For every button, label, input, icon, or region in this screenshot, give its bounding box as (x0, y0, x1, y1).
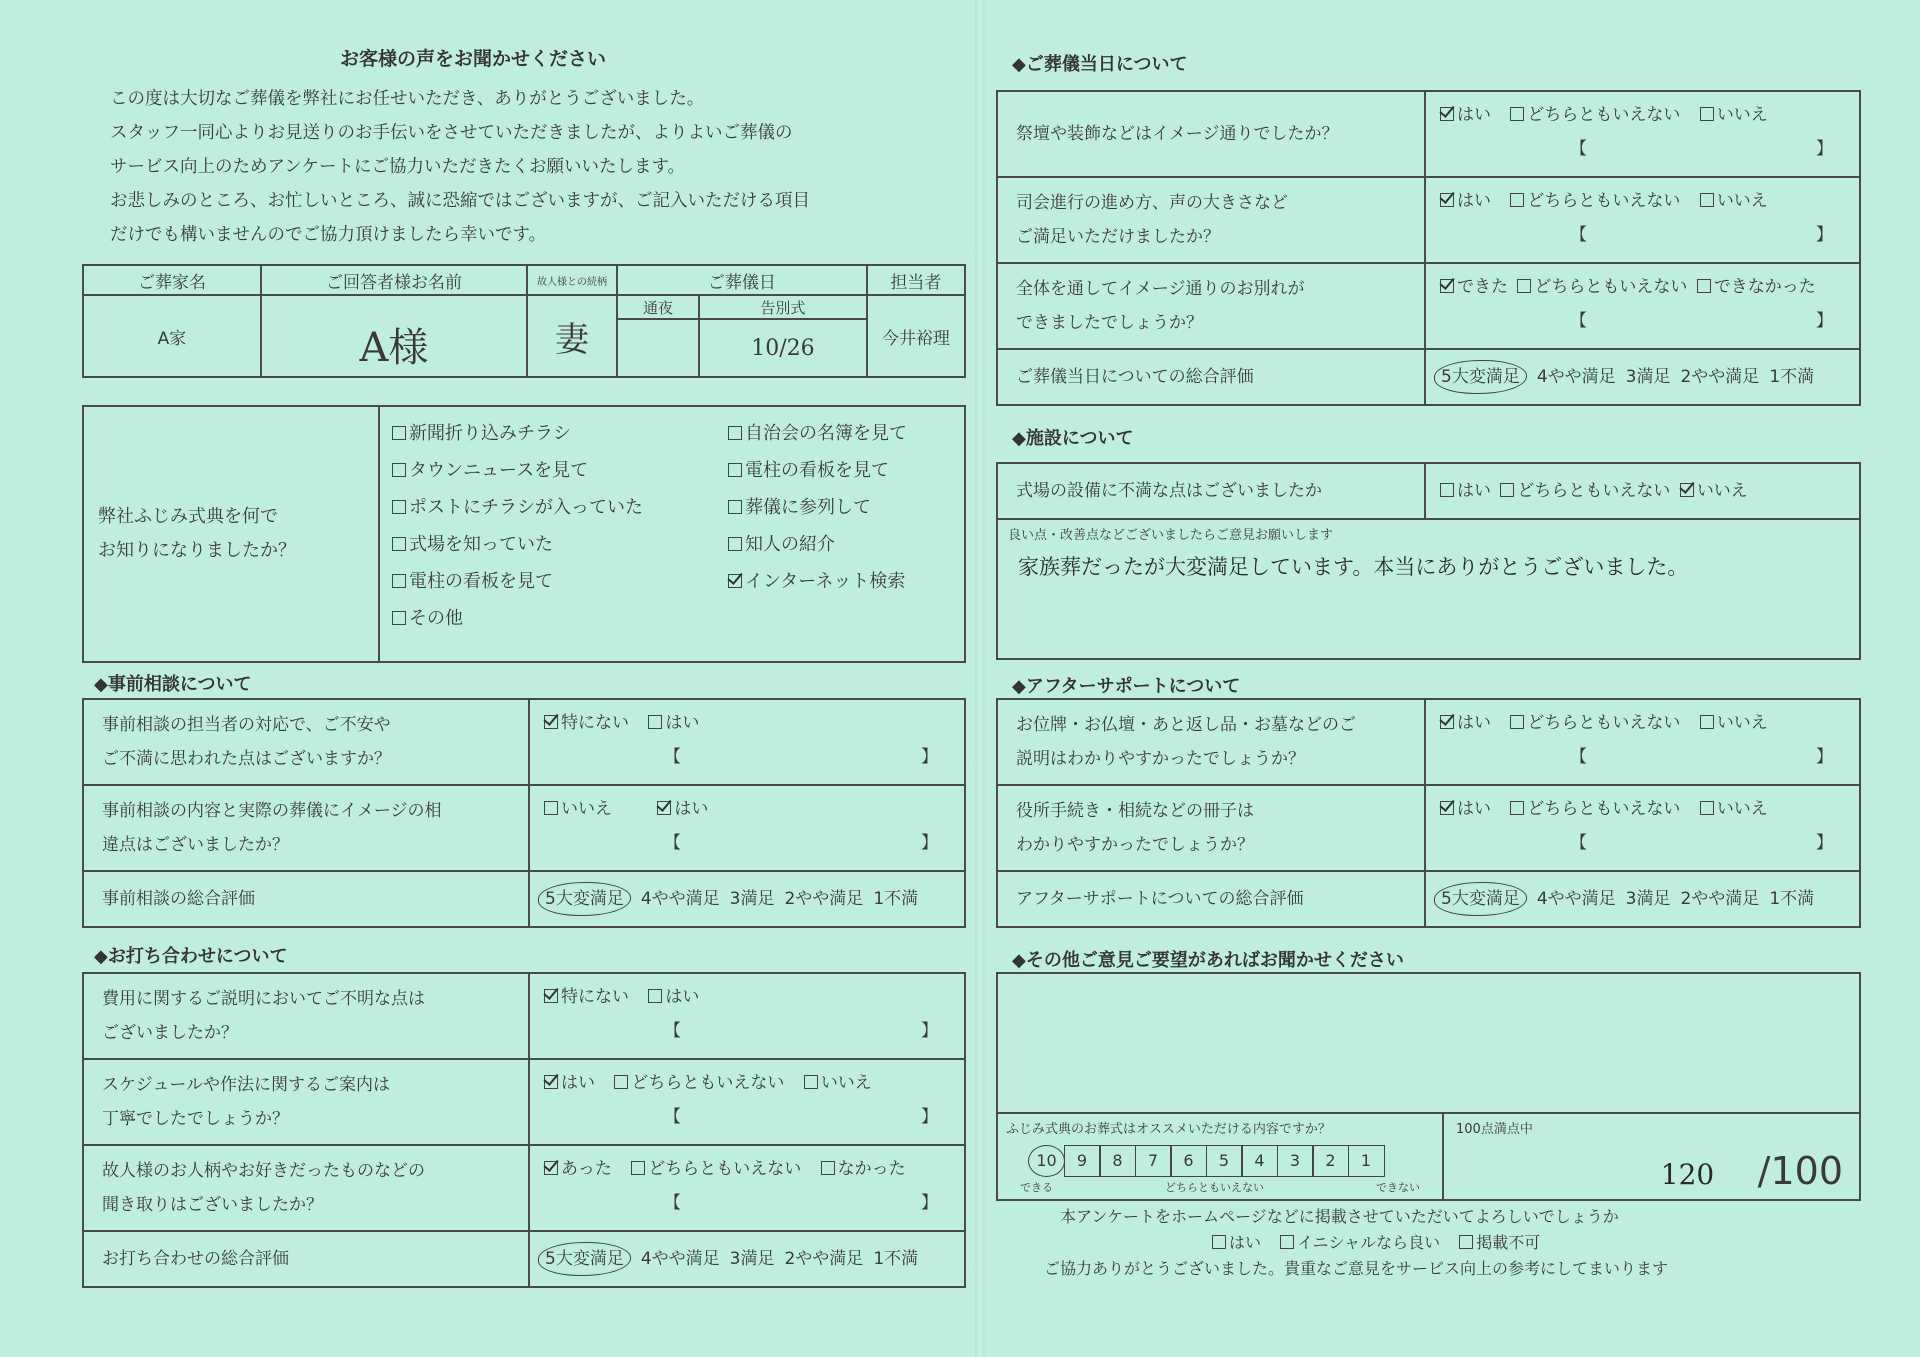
day-rating (1425, 349, 1860, 405)
day-heading: ◆ご葬儀当日について (1012, 54, 1188, 75)
header-relation: 故人様との続柄 (527, 265, 617, 295)
thanks-text: ご協力ありがとうございました。貴重なご意見をサービス向上の参考にしてまいります (1044, 1259, 1669, 1278)
checkbox[interactable] (544, 801, 558, 815)
header-wake: 通夜 (617, 295, 699, 319)
option[interactable]: どちらともいえない (1500, 474, 1670, 508)
after-rating (1425, 871, 1860, 927)
checkbox-checked[interactable] (728, 574, 742, 588)
rating-option[interactable]: 3満足 (729, 1249, 775, 1269)
meeting-heading: ◆お打ち合わせについて (94, 946, 288, 967)
score-label: 100点満点中 (1456, 1122, 1533, 1137)
rating-option-selected[interactable]: 5大変満足 (538, 1242, 631, 1276)
checkbox[interactable] (392, 611, 406, 625)
checkbox[interactable] (1510, 107, 1524, 121)
checkbox[interactable] (1212, 1235, 1226, 1249)
day-table (996, 90, 1861, 406)
scale-option[interactable]: 6 (1170, 1145, 1207, 1177)
pre-q1: 事前相談の担当者の対応で、ご不安や ご不満に思われた点はございますか？ (83, 699, 529, 785)
pre-q2: 事前相談の内容と実際の葬儀にイメージの相 違点はございましたか？ (83, 785, 529, 871)
rating-option[interactable]: 2やや満足 (784, 1249, 864, 1269)
comment-bracket[interactable]: 【 】 (664, 747, 938, 767)
meeting-a2 (529, 1059, 965, 1145)
day-a3 (1425, 263, 1860, 349)
respondent-name[interactable]: A様 (261, 295, 527, 377)
relation-value[interactable]: 妻 (527, 295, 617, 377)
source-option[interactable]: タウンニュースを見て (392, 452, 728, 489)
checkbox[interactable] (392, 537, 406, 551)
rating-option[interactable]: 1不満 (1769, 367, 1815, 387)
header-staff: 担当者 (867, 265, 965, 295)
checkbox[interactable] (821, 1161, 835, 1175)
checkbox-checked[interactable] (1440, 801, 1454, 815)
checkbox[interactable] (1517, 279, 1531, 293)
scale-option[interactable]: 8 (1099, 1145, 1136, 1177)
checkbox-checked[interactable] (1440, 193, 1454, 207)
source-option[interactable]: 電柱の看板を見て (392, 563, 728, 600)
comment-bracket[interactable]: 【 】 (664, 1107, 938, 1127)
option[interactable]: はい (544, 1066, 595, 1100)
rating-option[interactable]: 1不満 (873, 1249, 919, 1269)
after-a2 (1425, 785, 1860, 871)
rating-option[interactable]: 2やや満足 (784, 889, 864, 909)
meeting-q1: 費用に関するご説明においてご不明な点は ございましたか？ (83, 973, 529, 1059)
scale-option[interactable]: 3 (1277, 1145, 1314, 1177)
option[interactable]: いいえ (1700, 706, 1768, 740)
meeting-rating (529, 1231, 965, 1287)
scale-option[interactable]: 7 (1135, 1145, 1172, 1177)
comment-bracket[interactable]: 【 】 (1570, 311, 1833, 331)
other-comment-box[interactable] (997, 973, 1860, 1113)
other-heading: ◆その他ご意見ご要望があればお聞かせください (1012, 950, 1404, 971)
option[interactable]: はい (1440, 184, 1491, 218)
comment-bracket[interactable]: 【 】 (664, 1021, 938, 1041)
rating-option-selected[interactable]: 5大変満足 (538, 882, 631, 916)
rating-option-selected[interactable]: 5大変満足 (1434, 360, 1527, 394)
option[interactable]: はい (1440, 792, 1491, 826)
option[interactable]: どちらともいえない (1517, 270, 1687, 304)
after-a1 (1425, 699, 1860, 785)
rating-option[interactable]: 2やや満足 (1680, 889, 1760, 909)
meeting-a1 (529, 973, 965, 1059)
right-page (980, 0, 1920, 1357)
meeting-table (82, 972, 966, 1288)
day-q2: 司会進行の進め方、声の大きさなど ご満足いただけましたか？ (997, 177, 1425, 263)
checkbox[interactable] (1700, 801, 1714, 815)
option[interactable]: はい (648, 980, 699, 1014)
comment-bracket[interactable]: 【 】 (1570, 225, 1833, 245)
option[interactable]: いいえ (1680, 474, 1748, 508)
intro-text: この度は大切なご葬儀を弊社にお任せいただき、ありがとうございました。 スタッフ一同心よりお見送りのお手伝いをさせていただきましたが、よりよいご葬儀の サービス向上のためアンケートにご協力いただきたくお願いいたします。 お悲しみのところ、お忙しいところ、誠に恐縮ではございますが、ご記入いただける項目 だけでも構いませんのでご協力頂けましたら幸いです。 (110, 89, 810, 245)
checkbox[interactable] (728, 537, 742, 551)
checkbox-checked[interactable] (1440, 279, 1454, 293)
checkbox[interactable] (614, 1075, 628, 1089)
checkbox[interactable] (1510, 193, 1524, 207)
option[interactable]: できた (1440, 270, 1508, 304)
pre-a1 (529, 699, 965, 785)
checkbox-checked[interactable] (1440, 107, 1454, 121)
checkbox[interactable] (728, 463, 742, 477)
scale-option[interactable]: 4 (1241, 1145, 1278, 1177)
recommend-cell (997, 1113, 1443, 1200)
option[interactable]: あった (544, 1152, 612, 1186)
header-ceremony: 告別式 (699, 295, 867, 319)
option[interactable]: はい (648, 706, 699, 740)
meeting-q2: スケジュールや作法に関するご案内は 丁寧でしたでしょうか？ (83, 1059, 529, 1145)
comment-bracket[interactable]: 【 】 (1570, 833, 1833, 853)
pre-heading: ◆事前相談について (94, 674, 252, 695)
facility-comment-box[interactable] (997, 519, 1860, 659)
source-option[interactable]: その他 (392, 600, 728, 637)
option[interactable]: いいえ (1700, 792, 1768, 826)
scale-option[interactable]: 2 (1312, 1145, 1349, 1177)
checkbox-checked[interactable] (544, 1075, 558, 1089)
staff-name[interactable]: 今井裕理 (867, 295, 965, 377)
checkbox[interactable] (392, 574, 406, 588)
rating-option[interactable]: 2やや満足 (1680, 367, 1760, 387)
option[interactable]: 掲載不可 (1459, 1230, 1540, 1253)
after-table (996, 698, 1861, 928)
source-option[interactable]: 自治会の名簿を見て (728, 415, 907, 452)
source-option[interactable]: 知人の紹介 (728, 526, 907, 563)
option[interactable]: いいえ (544, 792, 612, 826)
scale-option[interactable]: 9 (1064, 1145, 1101, 1177)
facility-q1: 式場の設備に不満な点はございましたか (997, 463, 1425, 519)
checkbox[interactable] (1459, 1235, 1473, 1249)
day-a2 (1425, 177, 1860, 263)
scale-option[interactable]: 5 (1206, 1145, 1243, 1177)
other-table (996, 972, 1861, 1201)
pre-table (82, 698, 966, 928)
family-name[interactable]: A家 (83, 295, 261, 377)
option[interactable]: はい (1440, 98, 1491, 132)
publish-options (1212, 1230, 1554, 1253)
checkbox-checked[interactable] (544, 1161, 558, 1175)
checkbox[interactable] (1700, 193, 1714, 207)
option[interactable]: いいえ (1700, 98, 1768, 132)
checkbox-checked[interactable] (1440, 715, 1454, 729)
day-total-label: ご葬儀当日についての総合評価 (997, 349, 1425, 405)
checkbox-checked[interactable] (544, 715, 558, 729)
option[interactable]: どちらともいえない (631, 1152, 801, 1186)
ceremony-date[interactable]: 10/26 (699, 319, 867, 377)
checkbox[interactable] (631, 1161, 645, 1175)
facility-comment-text: 家族葬だったが大変満足しています。本当にありがとうございました。 (1018, 555, 1689, 579)
source-table (82, 405, 966, 663)
option[interactable]: どちらともいえない (614, 1066, 784, 1100)
wake-date[interactable] (617, 319, 699, 377)
meeting-a3 (529, 1145, 965, 1231)
source-option[interactable]: インターネット検索 (728, 563, 907, 600)
checkbox-checked[interactable] (544, 989, 558, 1003)
rating-option[interactable]: 1不満 (873, 889, 919, 909)
checkbox[interactable] (648, 715, 662, 729)
option[interactable]: できなかった (1697, 270, 1816, 304)
option[interactable]: はい (1440, 706, 1491, 740)
source-option[interactable]: 新聞折り込みチラシ (392, 415, 728, 452)
recommend-question: ふじみ式典のお葬式はオススメいただける内容ですか？ (1006, 1122, 1331, 1137)
checkbox[interactable] (1440, 483, 1454, 497)
score-cell (1443, 1113, 1860, 1200)
checkbox-checked[interactable] (1680, 483, 1694, 497)
option[interactable]: いいえ (804, 1066, 872, 1100)
option[interactable]: どちらともいえない (1510, 792, 1680, 826)
rating-option[interactable]: 3満足 (729, 889, 775, 909)
option[interactable]: はい (1440, 474, 1491, 508)
option[interactable]: はい (657, 792, 708, 826)
after-total-label: アフターサポートについての総合評価 (997, 871, 1425, 927)
pre-a2 (529, 785, 965, 871)
checkbox[interactable] (1500, 483, 1514, 497)
facility-comment-label: 良い点・改善点などございましたらご意見お願いします (1008, 528, 1334, 543)
info-table (82, 264, 966, 378)
survey-title: お客様の声をお聞かせください (340, 48, 607, 70)
meeting-total-label: お打ち合わせの総合評価 (83, 1231, 529, 1287)
source-option[interactable]: 電柱の看板を見て (728, 452, 907, 489)
option[interactable]: はい (1212, 1230, 1261, 1253)
source-option[interactable]: 式場を知っていた (392, 526, 728, 563)
option[interactable]: どちらともいえない (1510, 98, 1680, 132)
header-funeral-date: ご葬儀日 (617, 265, 867, 295)
score-max: /100 (1757, 1149, 1843, 1193)
after-q1: お位牌・お仏壇・あと返し品・お墓などのご 説明はわかりやすかったでしょうか？ (997, 699, 1425, 785)
pre-rating (529, 871, 965, 927)
checkbox[interactable] (392, 463, 406, 477)
option[interactable]: 特にない (544, 706, 629, 740)
source-option[interactable]: ポストにチラシが入っていた (392, 489, 728, 526)
checkbox[interactable] (648, 989, 662, 1003)
checkbox[interactable] (1700, 107, 1714, 121)
rating-option[interactable]: 4やや満足 (1536, 889, 1616, 909)
comment-bracket[interactable]: 【 】 (664, 1193, 938, 1213)
checkbox[interactable] (392, 500, 406, 514)
checkbox[interactable] (1700, 715, 1714, 729)
day-q3: 全体を通してイメージ通りのお別れが できましたでしょうか？ (997, 263, 1425, 349)
publish-question: 本アンケートをホームページなどに掲載させていただいてよろしいでしょうか (1060, 1207, 1619, 1226)
facility-a1 (1425, 463, 1860, 519)
option[interactable]: いいえ (1700, 184, 1768, 218)
rating-option[interactable]: 4やや満足 (640, 1249, 720, 1269)
comment-bracket[interactable]: 【 】 (664, 833, 938, 853)
checkbox[interactable] (728, 500, 742, 514)
after-q2: 役所手続き・相続などの冊子は わかりやすかったでしょうか？ (997, 785, 1425, 871)
checkbox[interactable] (1697, 279, 1711, 293)
rating-option[interactable]: 3満足 (1625, 889, 1671, 909)
comment-bracket[interactable]: 【 】 (1570, 747, 1833, 767)
scale-labels: できる どちらともいえない できない (1020, 1181, 1420, 1194)
day-q1: 祭壇や装飾などはイメージ通りでしたか？ (997, 91, 1425, 177)
after-heading: ◆アフターサポートについて (1012, 676, 1241, 697)
recommend-scale (1028, 1145, 1434, 1177)
source-options (379, 406, 965, 662)
option[interactable]: どちらともいえない (1510, 706, 1680, 740)
option[interactable]: なかった (821, 1152, 906, 1186)
score-display (1661, 1149, 1843, 1193)
option[interactable]: イニシャルなら良い (1280, 1230, 1440, 1253)
pre-total-label: 事前相談の総合評価 (83, 871, 529, 927)
rating-option[interactable]: 4やや満足 (1536, 367, 1616, 387)
checkbox[interactable] (804, 1075, 818, 1089)
checkbox[interactable] (1510, 801, 1524, 815)
facility-table (996, 462, 1861, 660)
checkbox[interactable] (1280, 1235, 1294, 1249)
source-question: 弊社ふじみ式典を何で お知りになりましたか？ (83, 406, 379, 662)
checkbox[interactable] (1510, 715, 1524, 729)
comment-bracket[interactable]: 【 】 (1570, 139, 1833, 159)
checkbox-checked[interactable] (657, 801, 671, 815)
checkbox[interactable] (728, 426, 742, 440)
facility-heading: ◆施設について (1012, 428, 1134, 449)
source-option[interactable]: 葬儀に参列して (728, 489, 907, 526)
option[interactable]: 特にない (544, 980, 629, 1014)
rating-option[interactable]: 4やや満足 (640, 889, 720, 909)
scale-option-selected[interactable]: 10 (1028, 1145, 1065, 1177)
header-family: ご葬家名 (83, 265, 261, 295)
option[interactable]: どちらともいえない (1510, 184, 1680, 218)
meeting-q3: 故人様のお人柄やお好きだったものなどの 聞き取りはございましたか？ (83, 1145, 529, 1231)
header-respondent: ご回答者様お名前 (261, 265, 527, 295)
day-a1 (1425, 91, 1860, 177)
rating-option[interactable]: 1不満 (1769, 889, 1815, 909)
checkbox[interactable] (392, 426, 406, 440)
score-value[interactable]: 120 (1660, 1158, 1715, 1191)
scale-option[interactable]: 1 (1348, 1145, 1385, 1177)
rating-option[interactable]: 3満足 (1625, 367, 1671, 387)
rating-option-selected[interactable]: 5大変満足 (1434, 882, 1527, 916)
